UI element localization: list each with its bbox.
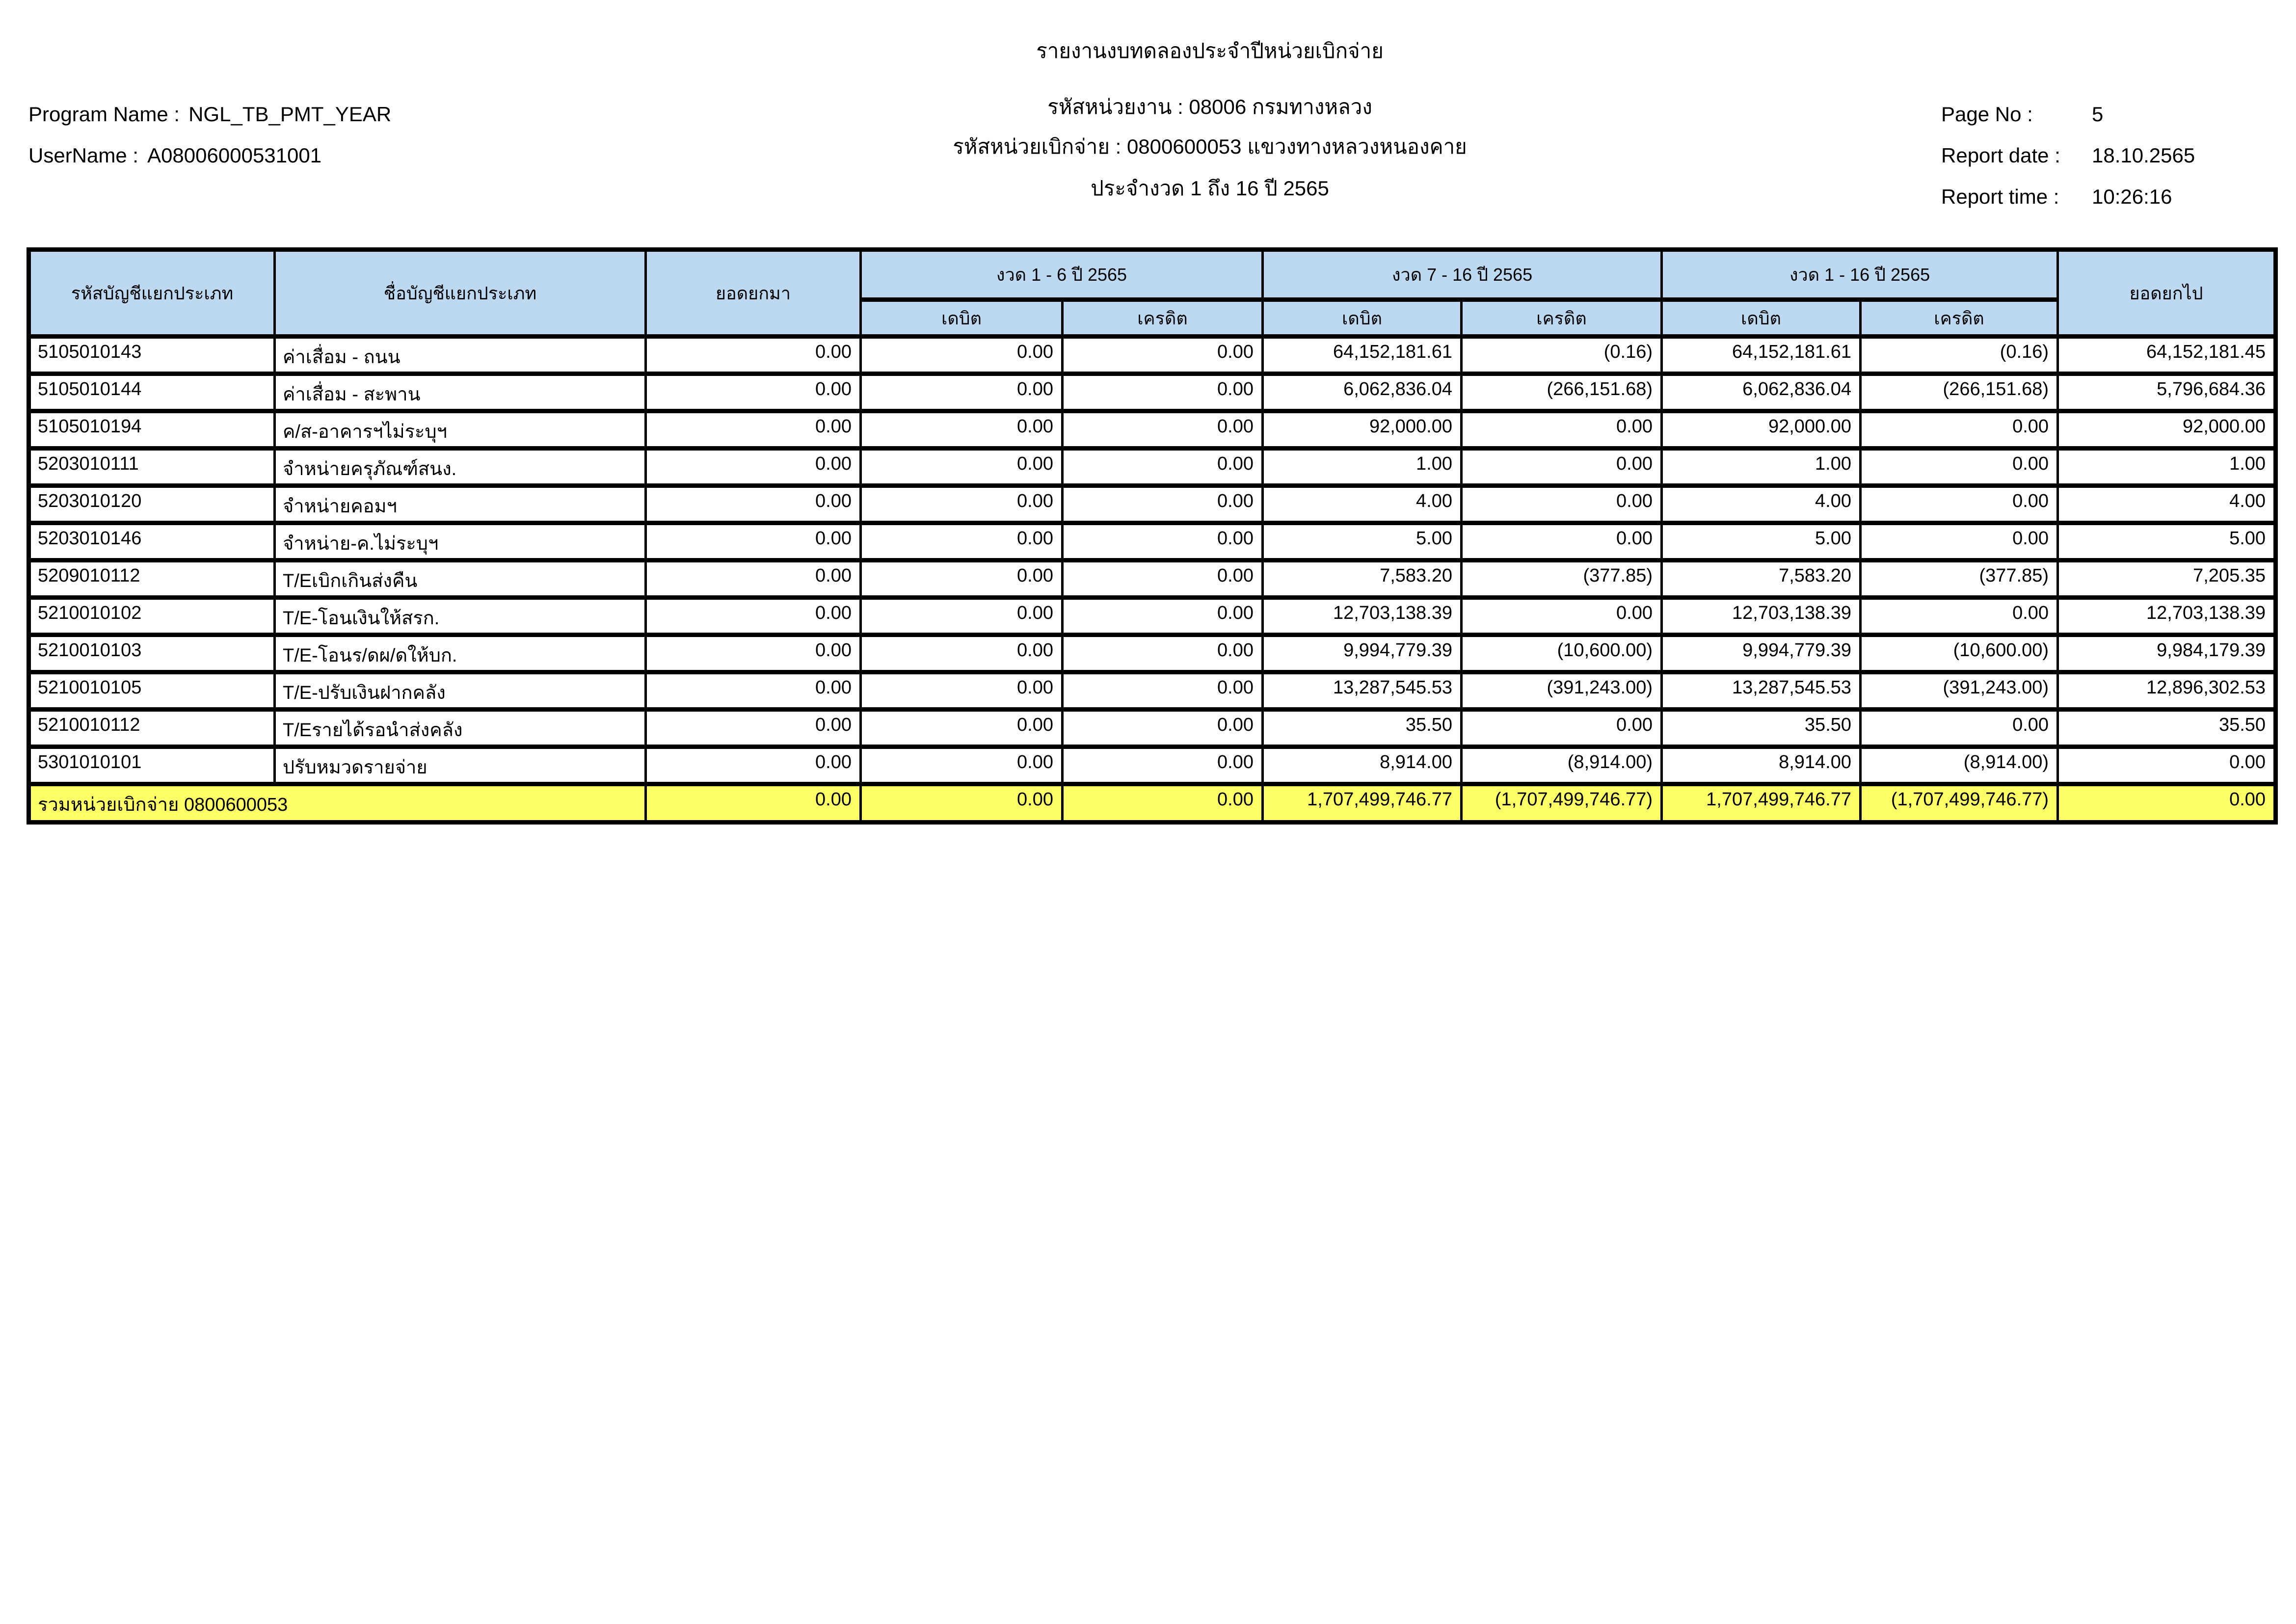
period-7-16-credit-cell: (391,243.00)	[1462, 672, 1662, 710]
period-1-16-debit-cell: 35.50	[1662, 710, 1861, 747]
account-code-cell: 5105010144	[29, 374, 275, 411]
account-code-cell: 5210010105	[29, 672, 275, 710]
period-1-16-credit-cell: (391,243.00)	[1861, 672, 2058, 710]
period-7-16-debit-cell: 35.50	[1263, 710, 1462, 747]
account-code-cell: 5209010112	[29, 560, 275, 598]
period-1-16-debit-cell: 4.00	[1662, 486, 1861, 523]
balance-carried-forward-cell: 9,984,179.39	[2058, 635, 2276, 672]
balance-brought-forward-cell: 0.00	[646, 411, 861, 449]
balance-brought-forward-cell: 0.00	[646, 337, 861, 374]
period-1-16-credit-cell: (10,600.00)	[1861, 635, 2058, 672]
balance-carried-forward-cell: 12,896,302.53	[2058, 672, 2276, 710]
period-1-6-credit-cell: 0.00	[1063, 747, 1263, 784]
period-7-16-debit-cell: 5.00	[1263, 523, 1462, 560]
account-name-cell: ค่าเสื่อม - สะพาน	[275, 374, 646, 411]
table-row	[29, 411, 2276, 449]
header-period-1-16-credit: เครดิต	[1861, 300, 2058, 337]
total-period-1-6-debit-cell: 0.00	[861, 784, 1063, 823]
balance-brought-forward-cell: 0.00	[646, 635, 861, 672]
table-body	[29, 337, 2276, 784]
username-line	[28, 143, 321, 168]
total-period-1-6-credit-cell: 0.00	[1063, 784, 1263, 823]
balance-brought-forward-cell: 0.00	[646, 598, 861, 635]
balance-brought-forward-cell: 0.00	[646, 672, 861, 710]
account-code-cell: 5210010112	[29, 710, 275, 747]
period-1-6-credit-cell: 0.00	[1063, 710, 1263, 747]
period-1-16-debit-cell: 7,583.20	[1662, 560, 1861, 598]
account-name-cell: ค่าเสื่อม - ถนน	[275, 337, 646, 374]
report-date-value: 18.10.2565	[2092, 144, 2195, 167]
header-balance-brought-forward: ยอดยกมา	[646, 250, 861, 337]
balance-carried-forward-cell: 0.00	[2058, 747, 2276, 784]
program-name-value: NGL_TB_PMT_YEAR	[188, 103, 392, 126]
period-7-16-debit-cell: 12,703,138.39	[1263, 598, 1462, 635]
period-1-16-credit-cell: (377.85)	[1861, 560, 2058, 598]
period-7-16-credit-cell: (0.16)	[1462, 337, 1662, 374]
period-7-16-credit-cell: (10,600.00)	[1462, 635, 1662, 672]
account-code-cell: 5105010143	[29, 337, 275, 374]
balance-brought-forward-cell: 0.00	[646, 523, 861, 560]
period-1-6-debit-cell: 0.00	[861, 710, 1063, 747]
period-1-6-debit-cell: 0.00	[861, 449, 1063, 486]
period-7-16-credit-cell: 0.00	[1462, 411, 1662, 449]
period-1-6-debit-cell: 0.00	[861, 337, 1063, 374]
header-period-1-6-credit: เครดิต	[1063, 300, 1263, 337]
balance-brought-forward-cell: 0.00	[646, 449, 861, 486]
balance-carried-forward-cell: 12,703,138.39	[2058, 598, 2276, 635]
header-period-1-6-debit: เดบิต	[861, 300, 1063, 337]
period-1-16-debit-cell: 5.00	[1662, 523, 1861, 560]
account-code-cell: 5210010102	[29, 598, 275, 635]
period-1-16-credit-cell: 0.00	[1861, 449, 2058, 486]
period-1-6-debit-cell: 0.00	[861, 635, 1063, 672]
period-1-6-debit-cell: 0.00	[861, 374, 1063, 411]
period-1-6-debit-cell: 0.00	[861, 486, 1063, 523]
period-7-16-debit-cell: 13,287,545.53	[1263, 672, 1462, 710]
period-1-16-debit-cell: 6,062,836.04	[1662, 374, 1861, 411]
total-balance-brought-forward-cell: 0.00	[646, 784, 861, 823]
table-row	[29, 449, 2276, 486]
balance-carried-forward-cell: 5,796,684.36	[2058, 374, 2276, 411]
account-name-cell: T/E-โอนร/ดผ/ดให้บก.	[275, 635, 646, 672]
header-balance-carried-forward: ยอดยกไป	[2058, 250, 2276, 337]
header-period-7-16: งวด 7 - 16 ปี 2565	[1263, 250, 1662, 300]
disbursement-unit-line: รหัสหน่วยเบิกจ่าย : 0800600053 แขวงทางหลวงหนองคาย	[953, 135, 1467, 158]
period-7-16-credit-cell: (377.85)	[1462, 560, 1662, 598]
total-period-7-16-credit-cell: (1,707,499,746.77)	[1462, 784, 1662, 823]
account-name-cell: T/E-ปรับเงินฝากคลัง	[275, 672, 646, 710]
balance-brought-forward-cell: 0.00	[646, 710, 861, 747]
table-row	[29, 747, 2276, 784]
period-1-6-credit-cell: 0.00	[1063, 337, 1263, 374]
period-7-16-credit-cell: (8,914.00)	[1462, 747, 1662, 784]
total-label: รวมหน่วยเบิกจ่าย 0800600053	[29, 784, 646, 823]
header-period-7-16-debit: เดบิต	[1263, 300, 1462, 337]
period-7-16-credit-cell: 0.00	[1462, 710, 1662, 747]
balance-carried-forward-cell: 5.00	[2058, 523, 2276, 560]
table-row	[29, 710, 2276, 747]
period-1-16-credit-cell: 0.00	[1861, 486, 2058, 523]
period-7-16-debit-cell: 1.00	[1263, 449, 1462, 486]
period-1-6-debit-cell: 0.00	[861, 560, 1063, 598]
account-code-cell: 5301010101	[29, 747, 275, 784]
header-period-1-6: งวด 1 - 6 ปี 2565	[861, 250, 1263, 300]
username-value: A08006000531001	[147, 144, 322, 167]
agency-line: รหัสหน่วยงาน : 08006 กรมทางหลวง	[1047, 95, 1372, 118]
period-7-16-credit-cell: 0.00	[1462, 486, 1662, 523]
period-1-16-debit-cell: 9,994,779.39	[1662, 635, 1861, 672]
account-name-cell: จำหน่าย-ค.ไม่ระบุฯ	[275, 523, 646, 560]
balance-carried-forward-cell: 64,152,181.45	[2058, 337, 2276, 374]
report-time-label: Report time :	[1941, 185, 2059, 208]
account-name-cell: T/E-โอนเงินให้สรก.	[275, 598, 646, 635]
account-code-cell: 5203010111	[29, 449, 275, 486]
balance-carried-forward-cell: 92,000.00	[2058, 411, 2276, 449]
account-name-cell: จำหน่ายคอมฯ	[275, 486, 646, 523]
header-period-7-16-credit: เครดิต	[1462, 300, 1662, 337]
account-name-cell: จำหน่ายครุภัณฑ์สนง.	[275, 449, 646, 486]
period-1-16-debit-cell: 1.00	[1662, 449, 1861, 486]
period-7-16-debit-cell: 8,914.00	[1263, 747, 1462, 784]
period-1-6-credit-cell: 0.00	[1063, 449, 1263, 486]
period-7-16-debit-cell: 9,994,779.39	[1263, 635, 1462, 672]
period-1-16-credit-cell: (8,914.00)	[1861, 747, 2058, 784]
period-1-16-debit-cell: 64,152,181.61	[1662, 337, 1861, 374]
period-1-6-credit-cell: 0.00	[1063, 635, 1263, 672]
table-footer	[29, 784, 2276, 823]
period-1-6-debit-cell: 0.00	[861, 672, 1063, 710]
table-row	[29, 523, 2276, 560]
period-1-6-credit-cell: 0.00	[1063, 374, 1263, 411]
period-1-16-debit-cell: 13,287,545.53	[1662, 672, 1861, 710]
period-1-16-debit-cell: 12,703,138.39	[1662, 598, 1861, 635]
balance-carried-forward-cell: 7,205.35	[2058, 560, 2276, 598]
report-date-label: Report date :	[1941, 144, 2060, 167]
period-7-16-debit-cell: 92,000.00	[1263, 411, 1462, 449]
period-7-16-debit-cell: 6,062,836.04	[1263, 374, 1462, 411]
balance-brought-forward-cell: 0.00	[646, 374, 861, 411]
total-period-1-16-credit-cell: (1,707,499,746.77)	[1861, 784, 2058, 823]
program-name-label: Program Name :	[28, 103, 180, 126]
account-code-cell: 5203010120	[29, 486, 275, 523]
total-period-7-16-debit-cell: 1,707,499,746.77	[1263, 784, 1462, 823]
report-title: รายงานงบทดลองประจำปีหน่วยเบิกจ่าย	[1036, 39, 1384, 62]
balance-brought-forward-cell: 0.00	[646, 560, 861, 598]
total-row	[29, 784, 2276, 823]
balance-carried-forward-cell: 1.00	[2058, 449, 2276, 486]
account-code-cell: 5203010146	[29, 523, 275, 560]
period-1-6-credit-cell: 0.00	[1063, 411, 1263, 449]
account-name-cell: T/Eรายได้รอนำส่งคลัง	[275, 710, 646, 747]
period-7-16-debit-cell: 7,583.20	[1263, 560, 1462, 598]
table-row	[29, 374, 2276, 411]
period-7-16-credit-cell: 0.00	[1462, 598, 1662, 635]
period-1-16-credit-cell: (266,151.68)	[1861, 374, 2058, 411]
balance-brought-forward-cell: 0.00	[646, 486, 861, 523]
username-label: UserName :	[28, 144, 139, 167]
period-7-16-credit-cell: (266,151.68)	[1462, 374, 1662, 411]
period-1-6-credit-cell: 0.00	[1063, 523, 1263, 560]
period-1-6-credit-cell: 0.00	[1063, 672, 1263, 710]
period-1-16-debit-cell: 8,914.00	[1662, 747, 1861, 784]
account-name-cell: T/Eเบิกเกินส่งคืน	[275, 560, 646, 598]
period-7-16-debit-cell: 64,152,181.61	[1263, 337, 1462, 374]
account-code-cell: 5105010194	[29, 411, 275, 449]
program-name-line	[28, 102, 391, 127]
period-1-6-debit-cell: 0.00	[861, 523, 1063, 560]
period-1-16-debit-cell: 92,000.00	[1662, 411, 1861, 449]
header-period-1-16-debit: เดบิต	[1662, 300, 1861, 337]
period-1-6-debit-cell: 0.00	[861, 747, 1063, 784]
account-code-cell: 5210010103	[29, 635, 275, 672]
trial-balance-table	[27, 247, 2278, 825]
account-name-cell: ค/ส-อาคารฯไม่ระบุฯ	[275, 411, 646, 449]
period-7-16-credit-cell: 0.00	[1462, 523, 1662, 560]
report-time-value: 10:26:16	[2092, 185, 2172, 208]
period-1-16-credit-cell: 0.00	[1861, 411, 2058, 449]
header-period-1-16: งวด 1 - 16 ปี 2565	[1662, 250, 2058, 300]
period-7-16-debit-cell: 4.00	[1263, 486, 1462, 523]
period-1-6-debit-cell: 0.00	[861, 598, 1063, 635]
table-row	[29, 635, 2276, 672]
period-1-16-credit-cell: (0.16)	[1861, 337, 2058, 374]
period-line: ประจำงวด 1 ถึง 16 ปี 2565	[1091, 177, 1329, 200]
period-1-16-credit-cell: 0.00	[1861, 523, 2058, 560]
table-row	[29, 337, 2276, 374]
balance-carried-forward-cell: 4.00	[2058, 486, 2276, 523]
page-no-value: 5	[2092, 103, 2104, 126]
total-period-1-16-debit-cell: 1,707,499,746.77	[1662, 784, 1861, 823]
period-7-16-credit-cell: 0.00	[1462, 449, 1662, 486]
header-account-code: รหัสบัญชีแยกประเภท	[29, 250, 275, 337]
period-1-6-credit-cell: 0.00	[1063, 598, 1263, 635]
table-row	[29, 486, 2276, 523]
period-1-6-credit-cell: 0.00	[1063, 486, 1263, 523]
header-account-name: ชื่อบัญชีแยกประเภท	[275, 250, 646, 337]
table-row	[29, 672, 2276, 710]
balance-carried-forward-cell: 35.50	[2058, 710, 2276, 747]
account-name-cell: ปรับหมวดรายจ่าย	[275, 747, 646, 784]
table-header	[29, 250, 2276, 337]
table-row	[29, 598, 2276, 635]
total-balance-carried-forward-cell: 0.00	[2058, 784, 2276, 823]
balance-brought-forward-cell: 0.00	[646, 747, 861, 784]
table-row	[29, 560, 2276, 598]
period-1-6-credit-cell: 0.00	[1063, 560, 1263, 598]
page-no-label: Page No :	[1941, 103, 2033, 126]
period-1-6-debit-cell: 0.00	[861, 411, 1063, 449]
period-1-16-credit-cell: 0.00	[1861, 710, 2058, 747]
period-1-16-credit-cell: 0.00	[1861, 598, 2058, 635]
